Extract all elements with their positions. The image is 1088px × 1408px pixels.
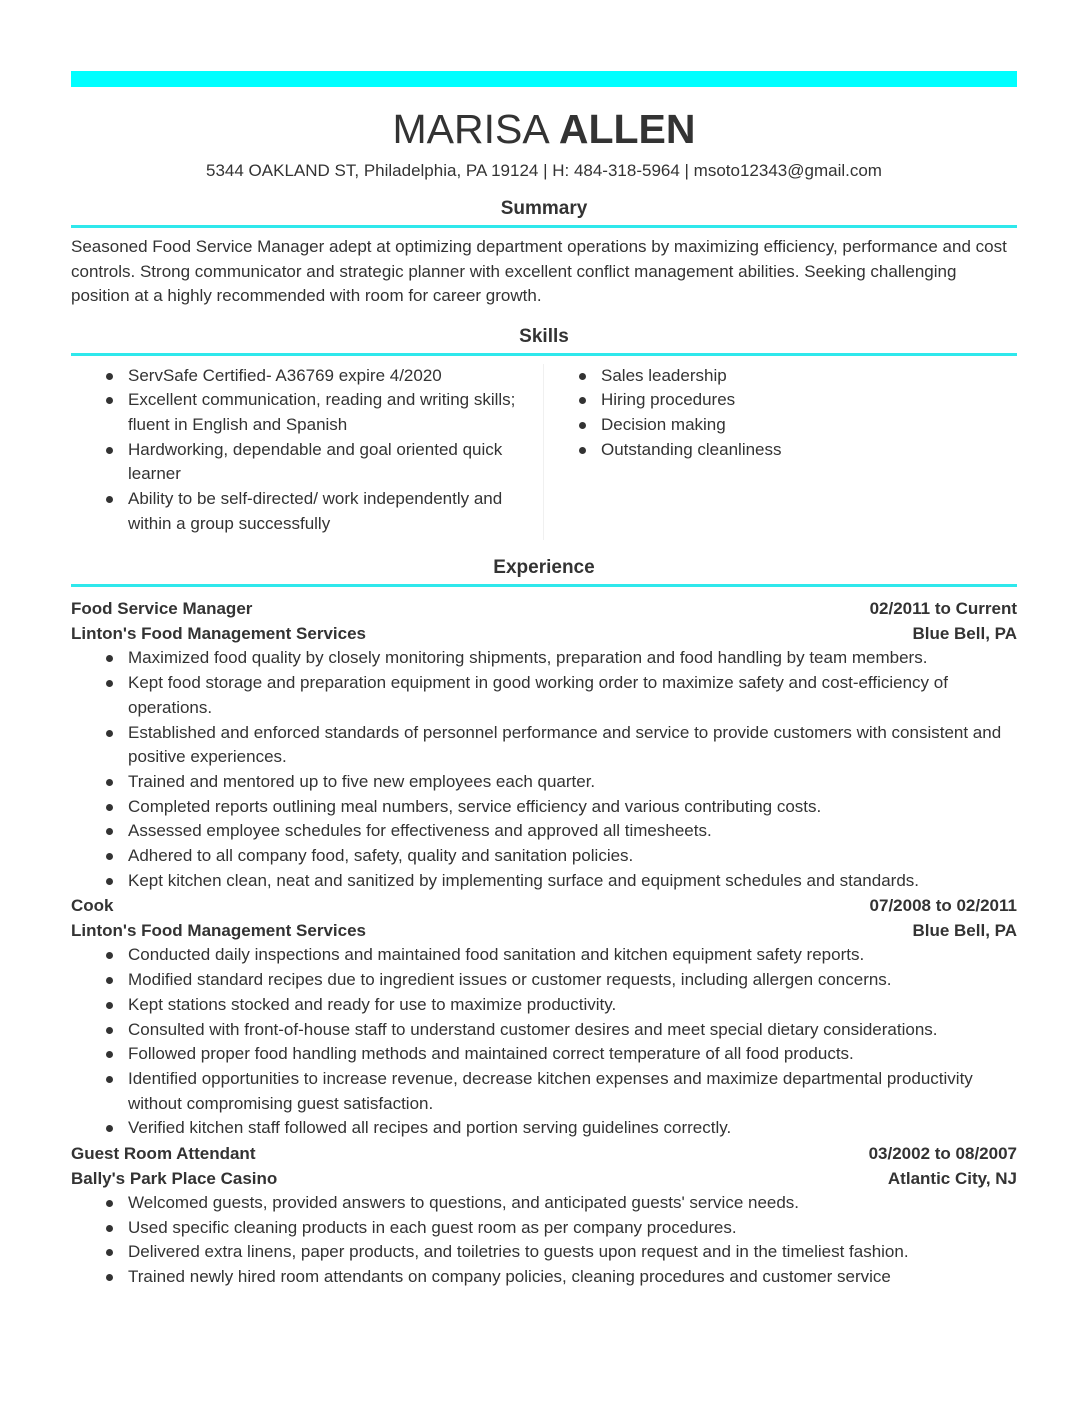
section-divider bbox=[71, 584, 1017, 587]
skills-column-left bbox=[71, 364, 544, 541]
skill-item: Ability to be self-directed/ work independently and within a group successfully bbox=[71, 487, 543, 536]
skills-column-right bbox=[544, 364, 1016, 541]
skills-section bbox=[71, 325, 1017, 541]
last-name: ALLEN bbox=[558, 106, 696, 152]
job-bullet: Modified standard recipes due to ingredient issues or customer requests, including allergen concerns. bbox=[71, 968, 1017, 993]
job-bullet: Kept food storage and preparation equipment in good working order to maximize safety and cost-efficiency of operations. bbox=[71, 671, 1017, 720]
job-bullet: Identified opportunities to increase revenue, decrease kitchen expenses and maximize departmental productivity without compromising guest satisfaction. bbox=[71, 1067, 1017, 1116]
job-dates: 07/2008 to 02/2011 bbox=[869, 896, 1017, 916]
job-bullet: Kept stations stocked and ready for use to maximize productivity. bbox=[71, 993, 1017, 1018]
job-bullet: Used specific cleaning products in each guest room as per company procedures. bbox=[71, 1216, 1017, 1241]
job-entry bbox=[71, 1141, 1017, 1290]
job-bullet: Adhered to all company food, safety, quality and sanitation policies. bbox=[71, 844, 1017, 869]
company-name: Bally's Park Place Casino bbox=[71, 1169, 278, 1189]
job-entry bbox=[71, 596, 1017, 893]
job-bullet: Conducted daily inspections and maintained food sanitation and kitchen equipment safety reports. bbox=[71, 943, 1017, 968]
job-entry bbox=[71, 893, 1017, 1141]
contact-info: 5344 OAKLAND ST, Philadelphia, PA 19124 | H: 484-318-5964 | msoto12343@gmail.com bbox=[206, 161, 882, 180]
job-bullet: Trained newly hired room attendants on company policies, cleaning procedures and customer service bbox=[71, 1265, 1017, 1290]
job-bullet: Assessed employee schedules for effectiveness and approved all timesheets. bbox=[71, 819, 1017, 844]
job-bullet: Completed reports outlining meal numbers, service efficiency and various contributing costs. bbox=[71, 795, 1017, 820]
job-location: Blue Bell, PA bbox=[912, 921, 1017, 941]
job-bullet: Verified kitchen staff followed all recipes and portion serving guidelines correctly. bbox=[71, 1116, 1017, 1141]
experience-section bbox=[71, 556, 1017, 1289]
job-title: Guest Room Attendant bbox=[71, 1144, 256, 1164]
section-title-skills: Skills bbox=[519, 325, 569, 347]
job-bullet: Trained and mentored up to five new employees each quarter. bbox=[71, 770, 1017, 795]
job-bullet: Established and enforced standards of personnel performance and service to provide customers with consistent and positive experiences. bbox=[71, 721, 1017, 770]
summary-text: Seasoned Food Service Manager adept at optimizing department operations by maximizing efficiency, performance and cost controls. Strong communicator and strategic planner with excellent conflict management abilities. Seeking challenging position at a highly recommended with room for career growth. bbox=[71, 237, 1007, 305]
job-bullet: Maximized food quality by closely monitoring shipments, preparation and food handling by team members. bbox=[71, 646, 1017, 671]
skills-grid bbox=[71, 364, 1017, 541]
job-title: Cook bbox=[71, 896, 114, 916]
skill-item: ServSafe Certified- A36769 expire 4/2020 bbox=[71, 364, 543, 389]
section-divider bbox=[71, 353, 1017, 356]
company-name: Linton's Food Management Services bbox=[71, 624, 366, 644]
skill-item: Hardworking, dependable and goal oriented quick learner bbox=[71, 438, 543, 487]
skill-item: Sales leadership bbox=[544, 364, 1016, 389]
candidate-name bbox=[71, 105, 1017, 153]
skill-item: Outstanding cleanliness bbox=[544, 438, 1016, 463]
job-dates: 02/2011 to Current bbox=[869, 599, 1017, 619]
section-title-experience: Experience bbox=[493, 557, 595, 579]
section-divider bbox=[71, 225, 1017, 228]
accent-top-bar bbox=[71, 71, 1017, 87]
company-name: Linton's Food Management Services bbox=[71, 921, 366, 941]
resume-page bbox=[71, 71, 1017, 1290]
skill-item: Hiring procedures bbox=[544, 388, 1016, 413]
job-bullet: Kept kitchen clean, neat and sanitized by implementing surface and equipment schedules and standards. bbox=[71, 869, 1017, 894]
first-name: MARISA bbox=[392, 106, 548, 152]
skill-item: Excellent communication, reading and writing skills; fluent in English and Spanish bbox=[71, 388, 543, 437]
job-location: Blue Bell, PA bbox=[912, 624, 1017, 644]
section-title-summary: Summary bbox=[500, 198, 588, 219]
job-dates: 03/2002 to 08/2007 bbox=[868, 1144, 1017, 1164]
summary-section bbox=[71, 197, 1017, 309]
job-bullet: Delivered extra linens, paper products, and toiletries to guests upon request and in the timeliest fashion. bbox=[71, 1240, 1017, 1265]
job-bullet: Consulted with front-of-house staff to understand customer desires and meet special dietary considerations. bbox=[71, 1018, 1017, 1043]
job-location: Atlantic City, NJ bbox=[887, 1169, 1017, 1189]
job-title: Food Service Manager bbox=[71, 599, 253, 619]
job-bullet: Welcomed guests, provided answers to questions, and anticipated guests' service needs. bbox=[71, 1191, 1017, 1216]
job-bullet: Followed proper food handling methods and maintained correct temperature of all food products. bbox=[71, 1042, 1017, 1067]
skill-item: Decision making bbox=[544, 413, 1016, 438]
